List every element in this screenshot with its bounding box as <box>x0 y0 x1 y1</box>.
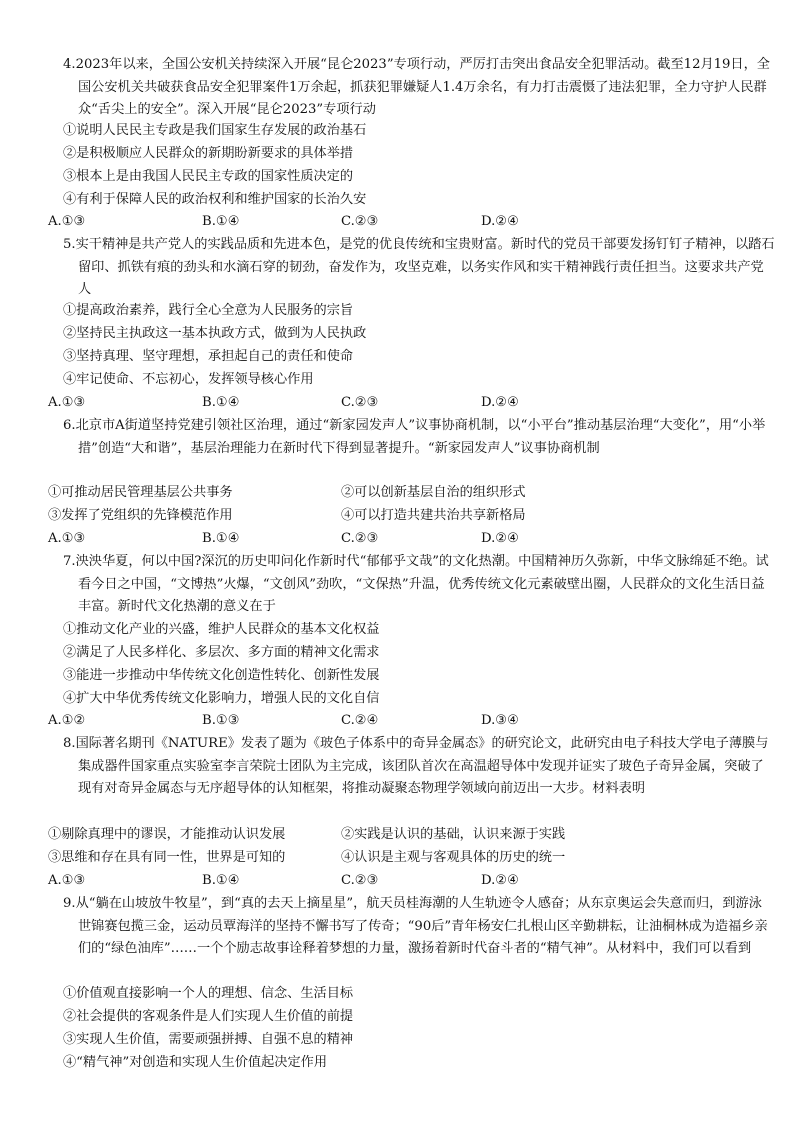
question-stem: 9.从“躺在山坡放牛牧星”，到“真的去天上摘星星”，航天员桂海潮的人生轨迹令人感奋；从东京奥运会失意而归，到游泳世锦赛包揽三金，运动员覃海洋的坚持不懈书写了传奇；“90后”青年杨安仁扎根山区辛勤耕耘，让油桐林成为造福乡亲们的“绿色油库”……一个个励志故事诠释着梦想的力量，激扬着新时代奋斗者的“精气神”。从材料中，我们可以看到 <box>63 896 768 956</box>
answer-option: D.②④ <box>481 531 519 546</box>
statement-item: ②实践是认识的基础，认识来源于实践 <box>341 827 566 842</box>
answer-option: B.①④ <box>202 214 240 229</box>
answer-option: C.②④ <box>341 713 379 728</box>
statement-item: ③思维和存在具有同一性，世界是可知的 <box>48 850 286 865</box>
answer-option: D.②④ <box>481 873 519 888</box>
answer-option: A.①③ <box>48 873 86 888</box>
statement-item: ①说明人民民主专政是我们国家生存发展的政治基石 <box>63 123 367 138</box>
statement-item: ②社会提供的客观条件是人们实现人生价值的前提 <box>63 1009 354 1024</box>
statement-item: ④可以打造共建共治共享新格局 <box>341 508 526 523</box>
answer-option: B.①④ <box>202 395 240 410</box>
answer-option: C.②③ <box>341 531 379 546</box>
statement-item: ④“精气神”对创造和实现人生价值起决定作用 <box>63 1055 328 1070</box>
answer-option: B.①③ <box>202 713 240 728</box>
statement-item: ③实现人生价值，需要顽强拼搏、自强不息的精神 <box>63 1032 354 1047</box>
question-stem: 5.实干精神是共产党人的实践品质和先进本色，是党的优良传统和宝贵财富。新时代的党员干部要发扬钉钉子精神，以踏石留印、抓铁有痕的劲头和水滴石穿的韧劲，奋发作为，攻坚克难，以务实作风和实干精神践行责任担当。这要求共产党人 <box>63 237 775 297</box>
statement-item: ④认识是主观与客观具体的历史的统一 <box>341 850 566 865</box>
statement-item: ③坚持真理、坚守理想，承担起自己的责任和使命 <box>63 349 354 364</box>
answer-option: A.①③ <box>48 395 86 410</box>
statement-item: ①价值观直接影响一个人的理想、信念、生活目标 <box>63 986 354 1001</box>
answer-option: C.②③ <box>341 873 379 888</box>
answer-option: B.①④ <box>202 873 240 888</box>
statement-item: ①可推动居民管理基层公共事务 <box>48 485 233 500</box>
statement-item: ②满足了人民多样化、多层次、多方面的精神文化需求 <box>63 645 380 660</box>
answer-option: A.①③ <box>48 531 86 546</box>
answer-option: D.②④ <box>481 214 519 229</box>
statement-item: ④扩大中华优秀传统文化影响力，增强人民的文化自信 <box>63 691 380 706</box>
statement-item: ①提高政治素养，践行全心全意为人民服务的宗旨 <box>63 303 354 318</box>
answer-option: A.①③ <box>48 214 86 229</box>
answer-option: A.①② <box>48 713 86 728</box>
statement-item: ②坚持民主执政这一基本执政方式，做到为人民执政 <box>63 326 367 341</box>
statement-item: ③根本上是由我国人民民主专政的国家性质决定的 <box>63 169 354 184</box>
question-stem: 8.国际著名期刊《NATURE》发表了题为《玻色子体系中的奇异金属态》的研究论文，此研究由电子科技大学电子薄膜与集成器件国家重点实验室李言荣院士团队为主完成，该团队首次在高温超导体中发现并证实了玻色子奇异金属，突破了现有对奇异金属态与无序超导体的认知框架，将推动凝聚态物理学领域向前迈出一大步。材料表明 <box>63 736 769 796</box>
statement-item: ②是积极顺应人民群众的新期盼新要求的具体举措 <box>63 146 354 161</box>
statement-item: ④牢记使命、不忘初心，发挥领导核心作用 <box>63 372 314 387</box>
statement-item: ③能进一步推动中华传统文化创造性转化、创新性发展 <box>63 668 380 683</box>
question-stem: 7.泱泱华夏，何以中国?深沉的历史叩问化作新时代“郁郁乎文哉”的文化热潮。中国精神历久弥新，中华文脉绵延不绝。试看今日之中国，“文博热”火爆，“文创风”劲吹，“文保热”升温，优秀传统文化元素破壁出圈，人民群众的文化生活日益丰富。新时代文化热潮的意义在于 <box>63 554 769 614</box>
question-stem: 6.北京市A街道坚持党建引领社区治理，通过“新家园发声人”议事协商机制，以“小平台”推动基层治理“大变化”，用“小举措”创造“大和谐”，基层治理能力在新时代下得到显著提升。“新家园发声人”议事协商机制 <box>63 418 766 456</box>
question-stem: 4.2023年以来，全国公安机关持续深入开展“昆仑2023”专项行动，严厉打击突出食品安全犯罪活动。截至12月19日，全国公安机关共破获食品安全犯罪案件1万余起，抓获犯罪嫌疑人1.4万余名，有力打击震慑了违法犯罪，全力守护人民群众“舌尖上的安全”。深入开展“昆仑2023”专项行动 <box>63 57 770 117</box>
answer-option: B.①④ <box>202 531 240 546</box>
answer-option: C.②③ <box>341 214 379 229</box>
answer-option: D.③④ <box>481 713 519 728</box>
statement-item: ①推动文化产业的兴盛，维护人民群众的基本文化权益 <box>63 622 380 637</box>
answer-option: C.②③ <box>341 395 379 410</box>
statement-item: ①剔除真理中的谬误，才能推动认识发展 <box>48 827 286 842</box>
statement-item: ②可以创新基层自治的组织形式 <box>341 485 526 500</box>
statement-item: ④有利于保障人民的政治权利和维护国家的长治久安 <box>63 192 367 207</box>
statement-item: ③发挥了党组织的先锋模范作用 <box>48 508 233 523</box>
answer-option: D.②④ <box>481 395 519 410</box>
